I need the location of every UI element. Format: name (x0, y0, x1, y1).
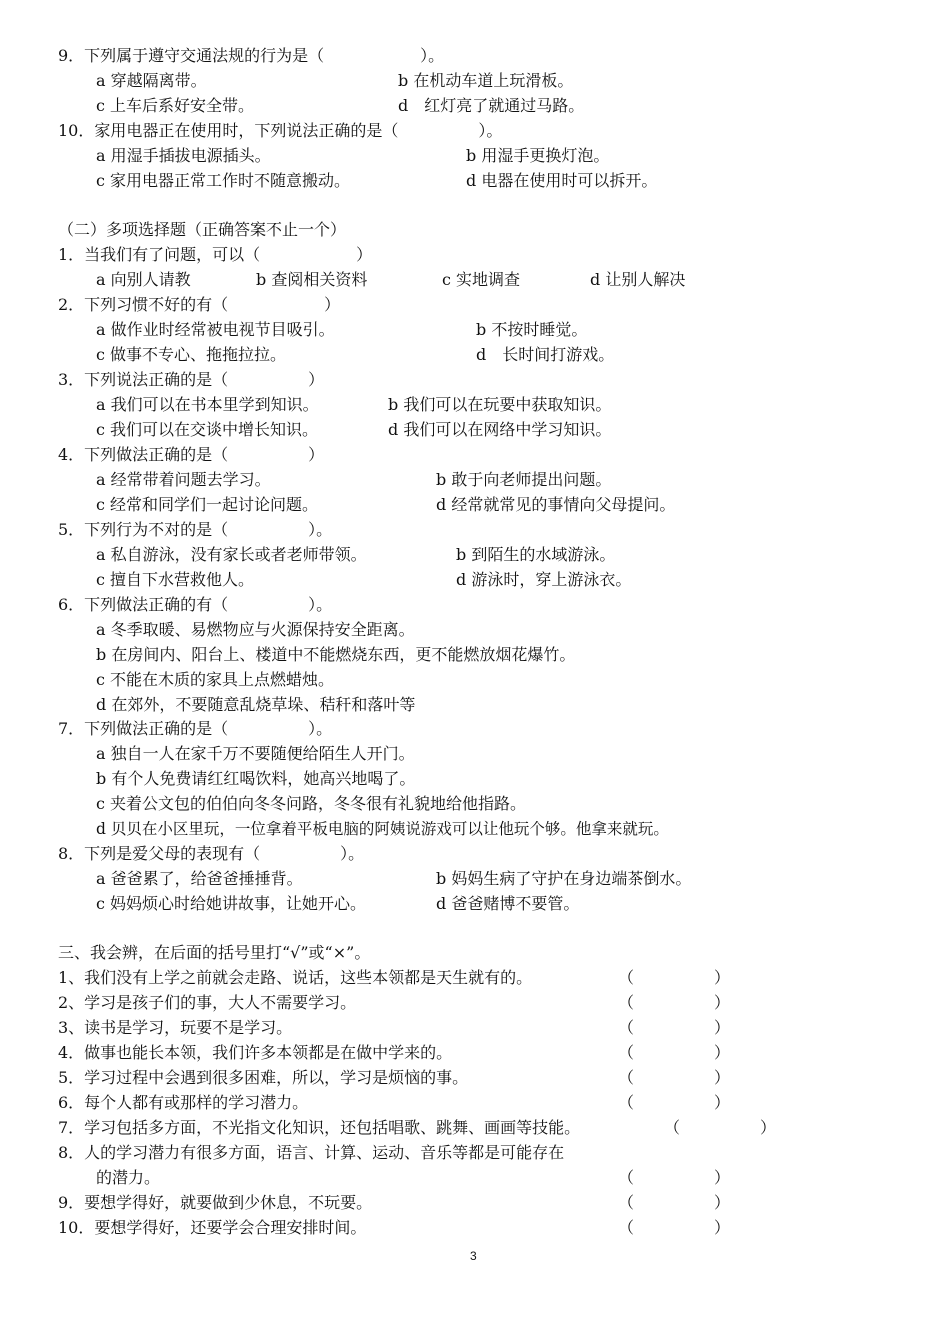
s3-q2-bracket: （ ） (618, 993, 731, 1012)
s3-q7: 7．学习包括多方面，不光指文化知识，还包括唱歌、跳舞、画画等技能。 (58, 1118, 581, 1137)
s2-q2-c: c 做事不专心、拖拖拉拉。 (96, 345, 287, 364)
s3-q7-bracket: （ ） (664, 1118, 777, 1137)
s2-q1-c: c 实地调查 (442, 270, 521, 289)
s1-q10-a: a 用湿手插拔电源插头。 (96, 146, 271, 165)
s2-heading: （二）多项选择题（正确答案不止一个） (58, 220, 347, 239)
s3-q6-bracket: （ ） (618, 1093, 731, 1112)
s3-q8-continuation: 的潜力。 (96, 1168, 161, 1187)
s3-q5-bracket: （ ） (618, 1068, 731, 1087)
s2-q6-c: c 不能在木质的家具上点燃蜡烛。 (96, 670, 335, 689)
s2-q8-b: b 妈妈生病了守护在身边端茶倒水。 (436, 869, 692, 888)
s3-q3-bracket: （ ） (618, 1018, 731, 1037)
s1-q9: 9．下列属于遵守交通法规的行为是（ ）。 (58, 46, 445, 65)
s1-q10: 10．家用电器正在使用时，下列说法正确的是（ ）。 (58, 121, 503, 140)
s2-q8-a: a 爸爸累了，给爸爸捶捶背。 (96, 869, 303, 888)
s3-q2: 2、学习是孩子们的事，大人不需要学习。 (58, 993, 357, 1012)
s3-q8-bracket: （ ） (618, 1168, 731, 1187)
s2-q4-c: c 经常和同学们一起讨论问题。 (96, 495, 319, 514)
s2-q7-b: b 有个人免费请红红喝饮料，她高兴地喝了。 (96, 769, 416, 788)
s2-q5: 5．下列行为不对的是（ ）。 (58, 520, 333, 539)
s2-q2: 2．下列习惯不好的有（ ） (58, 295, 341, 314)
s2-q1-b: b 查阅相关资料 (256, 270, 368, 289)
s2-q1-d: d 让别人解决 (590, 270, 686, 289)
page-number: 3 (470, 1249, 477, 1263)
s2-q3-a: a 我们可以在书本里学到知识。 (96, 395, 319, 414)
s3-q3: 3、读书是学习，玩要不是学习。 (58, 1018, 293, 1037)
s3-q10-bracket: （ ） (618, 1218, 731, 1237)
s2-q4-d: d 经常就常见的事情向父母提问。 (436, 495, 676, 514)
s1-q9-b: b 在机动车道上玩滑板。 (398, 71, 574, 90)
s2-q6-a: a 冬季取暖、易燃物应与火源保持安全距离。 (96, 620, 415, 639)
s1-q9-a: a 穿越隔离带。 (96, 71, 207, 90)
s2-q2-a: a 做作业时经常被电视节目吸引。 (96, 320, 335, 339)
s1-q10-c: c 家用电器正常工作时不随意搬动。 (96, 171, 351, 190)
s2-q4-b: b 敢于向老师提出问题。 (436, 470, 612, 489)
s3-q10: 10．要想学得好，还要学会合理安排时间。 (58, 1218, 367, 1237)
s2-q8-c: c 妈妈烦心时给她讲故事，让她开心。 (96, 894, 367, 913)
s2-q7-d: d 贝贝在小区里玩，一位拿着平板电脑的阿姨说游戏可以让他玩个够。他拿来就玩。 (96, 820, 669, 838)
s2-q4: 4．下列做法正确的是（ ） (58, 445, 325, 464)
s1-q9-c: c 上车后系好安全带。 (96, 96, 255, 115)
s2-q8-d: d 爸爸赌博不要管。 (436, 894, 580, 913)
s2-q6-d: d 在郊外，不要随意乱烧草垛、秸秆和落叶等 (96, 695, 416, 714)
s2-q7-a: a 独自一人在家千万不要随便给陌生人开门。 (96, 744, 415, 763)
s2-q1-a: a 向别人请教 (96, 270, 191, 289)
s3-q1: 1、我们没有上学之前就会走路、说话，这些本领都是天生就有的。 (58, 968, 533, 987)
s2-q5-a: a 私自游泳，没有家长或者老师带领。 (96, 545, 367, 564)
s3-q4: 4．做事也能长本领，我们许多本领都是在做中学来的。 (58, 1043, 453, 1062)
s3-q5: 5．学习过程中会遇到很多困难，所以，学习是烦恼的事。 (58, 1068, 469, 1087)
s2-q7-c: c 夹着公文包的伯伯向冬冬问路，冬冬很有礼貌地给他指路。 (96, 794, 527, 813)
s2-q4-a: a 经常带着问题去学习。 (96, 470, 271, 489)
s2-q5-d: d 游泳时，穿上游泳衣。 (456, 570, 632, 589)
s2-q8: 8．下列是爱父母的表现有（ ）。 (58, 844, 365, 863)
s3-q1-bracket: （ ） (618, 968, 731, 987)
s3-q6: 6．每个人都有或那样的学习潜力。 (58, 1093, 309, 1112)
s1-q10-b: b 用湿手更换灯泡。 (466, 146, 610, 165)
s2-q5-c: c 擅自下水营救他人。 (96, 570, 255, 589)
s2-q1: 1．当我们有了问题，可以（ ） (58, 245, 373, 264)
s2-q6: 6．下列做法正确的有（ ）。 (58, 595, 333, 614)
s2-q3-c: c 我们可以在交谈中增长知识。 (96, 420, 319, 439)
s3-heading: 三、我会辨，在后面的括号里打“√”或“×”。 (58, 943, 371, 962)
s2-q7: 7．下列做法正确的是（ ）。 (58, 719, 333, 738)
s2-q3: 3．下列说法正确的是（ ） (58, 370, 325, 389)
s3-q9: 9．要想学得好，就要做到少休息，不玩要。 (58, 1193, 373, 1212)
s2-q3-b: b 我们可以在玩要中获取知识。 (388, 395, 612, 414)
s3-q9-bracket: （ ） (618, 1193, 731, 1212)
s2-q3-d: d 我们可以在网络中学习知识。 (388, 420, 612, 439)
s1-q9-d: d 红灯亮了就通过马路。 (398, 96, 585, 115)
s2-q2-b: b 不按时睡觉。 (476, 320, 588, 339)
s3-q4-bracket: （ ） (618, 1043, 731, 1062)
s2-q6-b: b 在房间内、阳台上、楼道中不能燃烧东西，更不能燃放烟花爆竹。 (96, 645, 576, 664)
s1-q10-d: d 电器在使用时可以拆开。 (466, 171, 658, 190)
s2-q2-d: d 长时间打游戏。 (476, 345, 615, 364)
s3-q8: 8．人的学习潜力有很多方面，语言、计算、运动、音乐等都是可能存在 (58, 1143, 565, 1162)
s2-q5-b: b 到陌生的水域游泳。 (456, 545, 616, 564)
